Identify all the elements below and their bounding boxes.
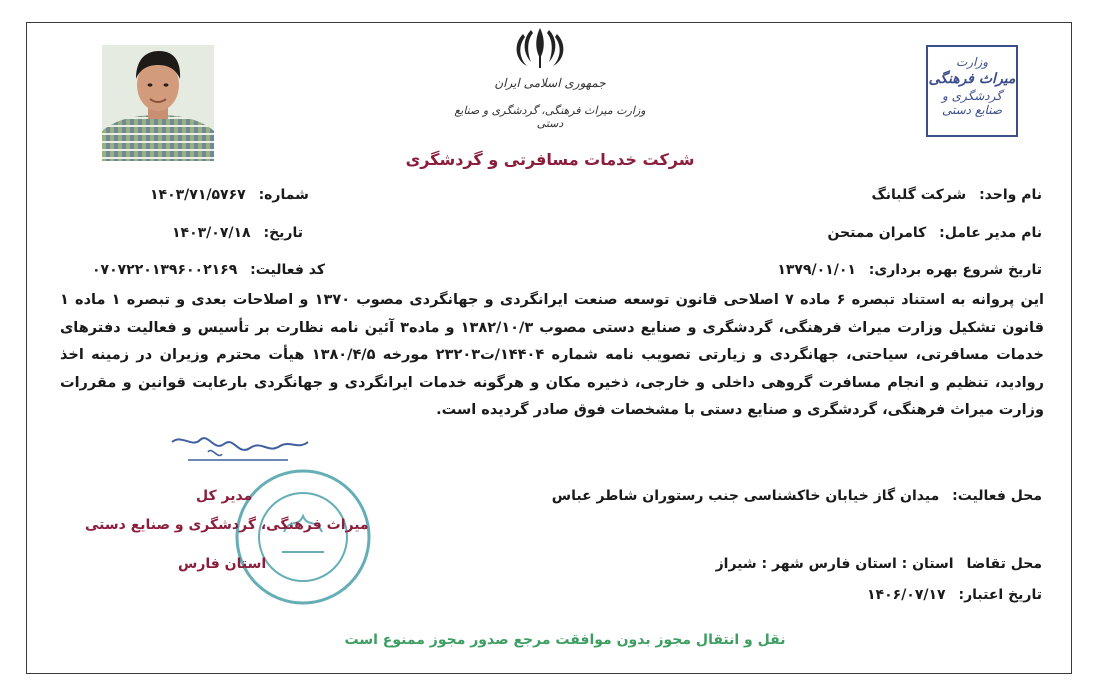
unit-row — [871, 187, 1042, 203]
ministry-logo — [926, 45, 1018, 137]
start-date-value: ۱۳۷۹/۰۱/۰۱ — [777, 262, 856, 278]
validity-row — [867, 587, 1042, 603]
ministry-caption: وزارت میراث فرهنگی، گردشگری و صنایع دستی — [454, 104, 646, 130]
logo-line-2: میراث فرهنگی — [928, 71, 1016, 87]
person-photo-icon — [102, 45, 214, 161]
manager-label: نام مدیر عامل: — [939, 225, 1042, 241]
manager-row — [827, 225, 1042, 241]
holder-photo — [102, 45, 214, 161]
start-date-label: تاریخ شروع بهره برداری: — [868, 262, 1042, 278]
date-row — [172, 225, 303, 241]
activity-code-label: کد فعالیت: — [250, 262, 325, 278]
date-label: تاریخ: — [263, 225, 303, 241]
signer-title-line-1: مدیر کل — [196, 488, 253, 504]
activity-code-value: ۰۷۰۷۲۲۰۱۳۹۶۰۰۲۱۶۹ — [92, 262, 238, 278]
activity-place-label: محل فعالیت: — [952, 488, 1042, 504]
unit-label: نام واحد: — [979, 187, 1042, 203]
official-stamp — [228, 462, 378, 612]
signer-title-line-2: میراث فرهنگی، گردشگری و صنایع دستی — [85, 517, 369, 533]
applicant-place-label: محل تقاضا — [966, 556, 1042, 572]
republic-caption: جمهوری اسلامی ایران — [494, 76, 606, 90]
applicant-place-value: استان : استان فارس شهر : شیراز — [715, 556, 954, 572]
transfer-prohibition-note: نقل و انتقال مجوز بدون موافقت مرجع صدور مجوز ممنوع است — [344, 632, 786, 648]
number-value: ۱۴۰۳/۷۱/۵۷۶۷ — [150, 187, 246, 203]
applicant-place-row — [716, 556, 1042, 572]
license-body-text: این پروانه به استناد تبصره ۶ ماده ۷ اصلاحی قانون توسعه صنعت ایرانگردی و جهانگردی مصوب ۱۳۷۰ و اصلاحات بعدی و تبصره ۱ ماده ۱ قانون تشکیل وزارت میراث فرهنگی، گردشگری و صنایع دستی مصوب ۱۳۸۲/۱۰/۳ و ماده۳ آئین نامه نظارت بر تأسیس و فعالیت دفترهای خدمات مسافرتی، سیاحتی، جهانگردی و زیارتی تصویب نامه شماره ۱۴۴۰۴/ت۲۳۲۰۳ مورخه ۱۳۸۰/۴/۵ هیأت محترم وزیران در زمینه اخذ روادید، تنظیم و انجام مسافرت گروهی داخلی و خارجی، ذخیره مکان و هرگونه خدمات ایرانگردی و جهانگردی بارعایت قوانین و مقررات وزارت میراث فرهنگی، گردشگری و صنایع دستی با مشخصات فوق صادر گردیده است. — [60, 292, 1044, 418]
activity-place-value: میدان گاز خیابان خاکشناسی جنب رستوران شاطر عباس — [551, 488, 940, 504]
manager-value: کامران ممتحن — [827, 225, 927, 241]
number-row — [150, 187, 309, 203]
document-title: شرکت خدمات مسافرتی و گردشگری — [405, 150, 695, 169]
validity-value: ۱۴۰۶/۰۷/۱۷ — [867, 587, 946, 603]
logo-line-3: گردشگری و صنایع دستی — [941, 89, 1003, 117]
iran-emblem-icon — [505, 24, 575, 72]
number-label: شماره: — [258, 187, 309, 203]
date-value: ۱۴۰۳/۰۷/۱۸ — [172, 225, 251, 241]
activity-code-row — [92, 262, 325, 278]
signer-title-line-3: استان فارس — [178, 556, 267, 572]
logo-line-1: وزارت — [955, 55, 988, 69]
start-date-row — [777, 262, 1042, 278]
validity-label: تاریخ اعتبار: — [958, 587, 1042, 603]
unit-value: شرکت گلبانگ — [871, 187, 967, 203]
activity-place-row — [552, 488, 1042, 504]
